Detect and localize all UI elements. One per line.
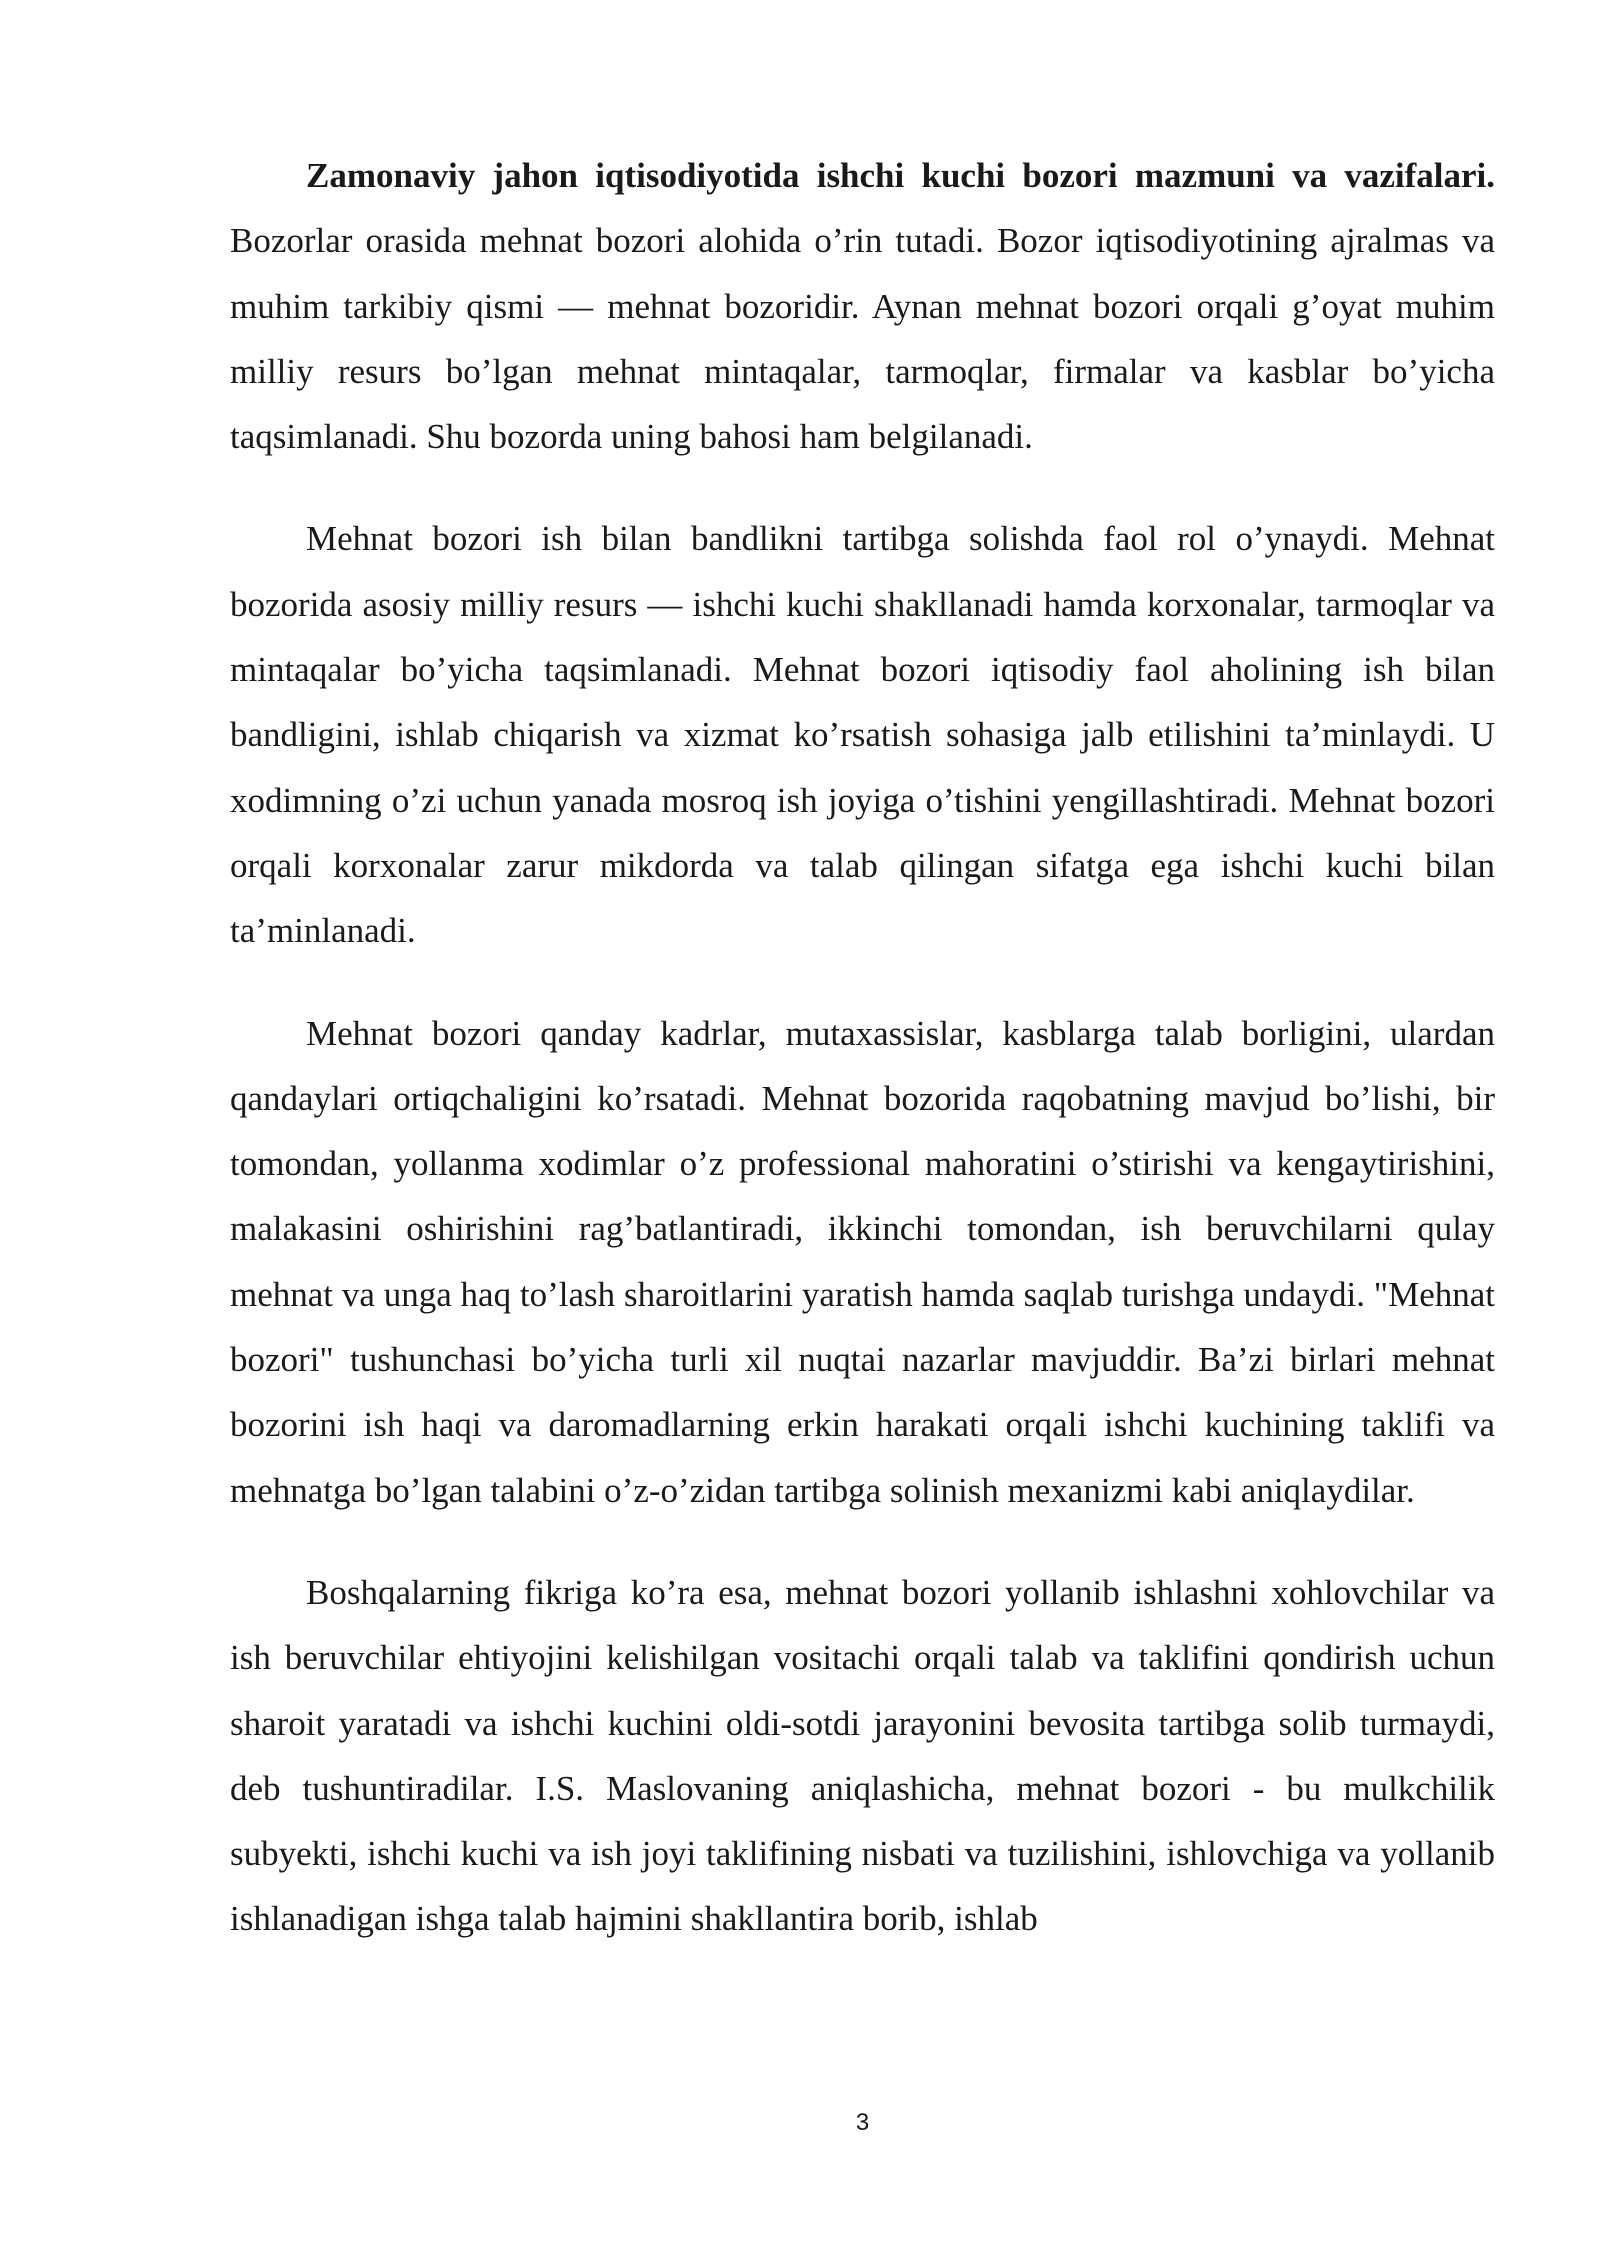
section-heading: Zamonaviy jahon iqtisodiyotida ishchi kuchi bozori mazmuni va vazifalari.	[306, 156, 1495, 195]
document-body	[230, 143, 1495, 1952]
paragraph-4: Boshqalarning fikriga ko’ra esa, mehnat bozori yollanib ishlashni xohlovchilar va ish beruvchilar ehtiyojini kelishilgan vositachi orqali talab va taklifini qondirish uchun sharoit yaratadi va ishchi kuchini oldi-sotdi jarayonini bevosita tartibga solib turmaydi, deb tushuntiradilar. I.S. Maslovaning aniqlashicha, mehnat bozori - bu mulkchilik subyekti, ishchi kuchi va ish joyi taklifining nisbati va tuzilishini, ishlovchiga va yollanib ishlanadigan ishga talab hajmini shakllantira borib, ishlab	[230, 1572, 1495, 1939]
paragraph-1	[230, 143, 1495, 469]
paragraph-1-text: Bozorlar orasida mehnat bozori alohida o’rin tutadi. Bozor iqtisodiyotining ajralmas va muhim tarkibiy qismi — mehnat bozoridir. Aynan mehnat bozori orqali g’oyat muhim milliy resurs bo’lgan mehnat mintaqalar, tarmoqlar, firmalar va kasblar bo’yicha taqsimlanadi. Shu bozorda uning bahosi ham belgilanadi.	[230, 221, 1495, 457]
page-number: 3	[855, 2109, 870, 2136]
paragraph-2: Mehnat bozori ish bilan bandlikni tartibga solishda faol rol o’ynaydi. Mehnat bozorida asosiy milliy resurs — ishchi kuchi shakllanadi hamda korxonalar, tarmoqlar va mintaqalar bo’yicha taqsimlanadi. Mehnat bozori iqtisodiy faol aholining ish bilan bandligini, ishlab chiqarish va xizmat ko’rsatish sohasiga jalb etilishini ta’minlaydi. U xodimning o’zi uchun yanada mosroq ish joyiga o’tishini yengillashtiradi. Mehnat bozori orqali korxonalar zarur mikdorda va talab qilingan sifatga ega ishchi kuchi bilan ta’minlanadi.	[230, 519, 1495, 951]
paragraph-3: Mehnat bozori qanday kadrlar, mutaxassislar, kasblarga talab borligini, ulardan qandaylari ortiqchaligini ko’rsatadi. Mehnat bozorida raqobatning mavjud bo’lishi, bir tomondan, yollanma xodimlar o’z professional mahoratini o’stirishi va kengaytirishini, malakasini oshirishini rag’batlantiradi, ikkinchi tomondan, ish beruvchilarni qulay mehnat va unga haq to’lash sharoitlarini yaratish hamda saqlab turishga undaydi. "Mehnat bozori" tushunchasi bo’yicha turli xil nuqtai nazarlar mavjuddir. Ba’zi birlari mehnat bozorini ish haqi va daromadlarning erkin harakati orqali ishchi kuchining taklifi va mehnatga bo’lgan talabini o’z-o’zidan tartibga solinish mexanizmi kabi aniqlaydilar.	[230, 1013, 1495, 1510]
